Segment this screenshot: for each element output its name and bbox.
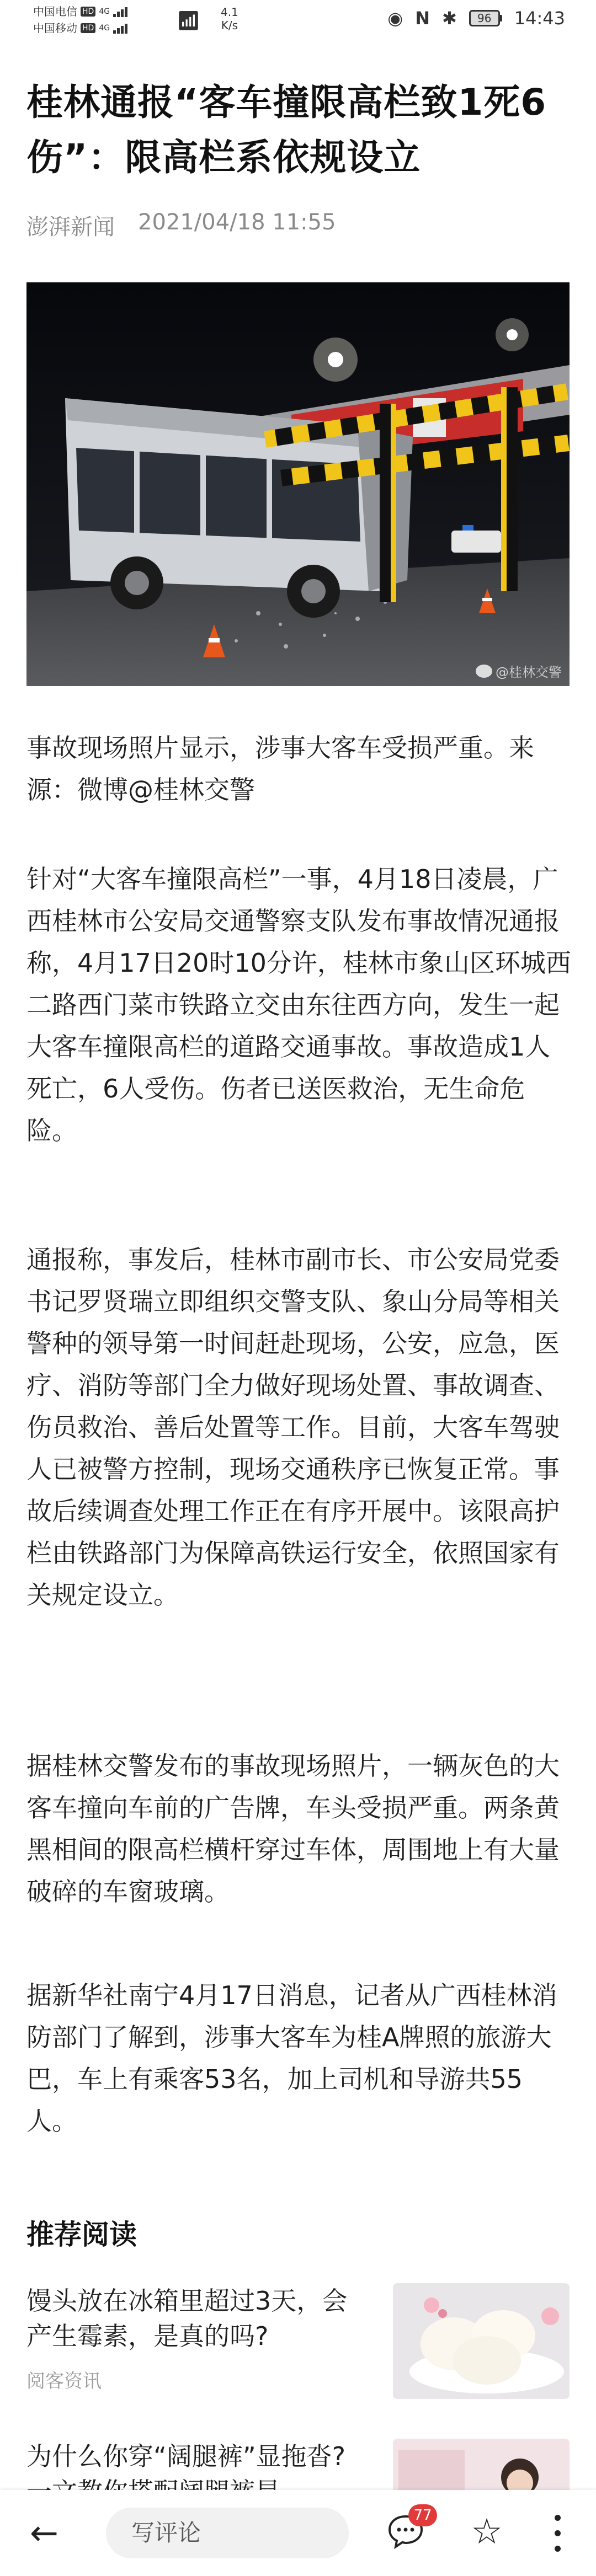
status-time: 14:43 bbox=[514, 8, 565, 29]
network-type-2: 4G bbox=[99, 24, 110, 33]
wifi-icon: 📶︎ bbox=[177, 10, 201, 32]
weibo-icon bbox=[476, 665, 492, 678]
signal-icon bbox=[113, 6, 129, 17]
carrier-info bbox=[33, 3, 129, 36]
arrow-left-icon: ← bbox=[30, 2513, 58, 2553]
article-datetime: 2021/04/18 11:55 bbox=[138, 210, 336, 235]
article-title: 桂林通报“客车撞限高栏致1死6伤”：限高栏系依规设立 bbox=[26, 81, 547, 179]
bus-crash-photo bbox=[26, 282, 570, 686]
comments-button[interactable] bbox=[386, 2507, 433, 2556]
article-photo[interactable] bbox=[26, 282, 570, 686]
status-right bbox=[387, 8, 565, 29]
more-button[interactable] bbox=[546, 2510, 568, 2556]
status-bar bbox=[0, 0, 596, 43]
favorite-button[interactable] bbox=[465, 2510, 509, 2554]
photo-watermark bbox=[476, 661, 562, 681]
carrier-2: 中国移动 bbox=[33, 22, 77, 35]
more-dots-icon bbox=[555, 2515, 561, 2521]
hd-badge: HD bbox=[81, 23, 95, 33]
article-paragraph: 通报称，事发后，桂林市副市长、市公安局党委书记罗贤瑞立即组织交警支队、象山分局等相关警种的领导第一时间赶赴现场，公安，应急，医疗、消防等部门全力做好现场处置、事故调查、伤员救治、善后处置等工作。目前，大客车驾驶人已被警方控制，现场交通秩序已恢复正常。事故后续调查处理工作正在有序开展中。该限高护栏由铁路部门为保障高铁运行安全，依照国家有关规定设立。 bbox=[26, 1245, 560, 1610]
steamed-bun-image bbox=[393, 2283, 570, 2399]
bluetooth-icon: ✱ bbox=[441, 8, 457, 29]
recommend-item-source: 阅客资讯 bbox=[26, 2370, 102, 2392]
carrier-1: 中国电信 bbox=[33, 5, 77, 18]
article-paragraph: 据桂林交警发布的事故现场照片，一辆灰色的大客车撞向车前的广告牌，车头受损严重。两条黄黑相间的限高栏横杆穿过车体，周围地上有大量破碎的车窗玻璃。 bbox=[26, 1751, 560, 1906]
photo-watermark-text: @桂林交警 bbox=[496, 665, 562, 680]
network-speed bbox=[221, 6, 238, 32]
battery-level: 96 bbox=[469, 10, 500, 26]
nfc-icon: N bbox=[415, 8, 430, 29]
recommend-item-title[interactable]: 为什么你穿“阔腿裤”显拖沓? bbox=[26, 2441, 346, 2471]
comment-count-badge: 77 bbox=[408, 2504, 437, 2526]
article-paragraph: 事故现场照片显示，涉事大客车受损严重。来源：微博@桂林交警 bbox=[26, 733, 534, 805]
article-paragraph: 针对“大客车撞限高栏”一事，4月18日凌晨，广西桂林市公安局交通警察支队发布事故情况通报称，4月17日20时10分许，桂林市象山区环城西二路西门菜市铁路立交由东往西方向，发生一起大客车撞限高栏的道路交通事故。事故造成1人死亡，6人受伤。伤者已送医救治，无生命危险。 bbox=[26, 864, 571, 1145]
recommend-item[interactable] bbox=[26, 2283, 570, 2416]
network-speed-value: 4.1 bbox=[221, 6, 238, 19]
back-button[interactable] bbox=[22, 2512, 66, 2556]
article-source[interactable]: 澎湃新闻 bbox=[26, 215, 115, 240]
article-meta bbox=[26, 210, 336, 241]
network-speed-unit: K/s bbox=[221, 19, 238, 32]
recommend-item-title[interactable]: 馒头放在冰箱里超过3天，会产生霉素，是真的吗? bbox=[26, 2286, 348, 2351]
eye-comfort-icon: ◉ bbox=[387, 8, 403, 29]
article-paragraph: 据新华社南宁4月17日消息，记者从广西桂林消防部门了解到，涉事大客车为桂A牌照的旅游大巴，车上有乘客53名，加上司机和导游共55人。 bbox=[26, 1980, 557, 2136]
signal-icon bbox=[113, 23, 129, 34]
hd-badge: HD bbox=[81, 7, 95, 17]
bottom-action-bar bbox=[0, 2490, 596, 2576]
network-type-1: 4G bbox=[99, 7, 110, 16]
battery-icon bbox=[469, 10, 502, 26]
recommend-thumbnail[interactable] bbox=[393, 2283, 570, 2399]
comment-input[interactable]: 写评论 bbox=[106, 2508, 349, 2558]
star-icon: ☆ bbox=[471, 2511, 503, 2552]
recommend-section-title: 推荐阅读 bbox=[26, 2219, 137, 2251]
